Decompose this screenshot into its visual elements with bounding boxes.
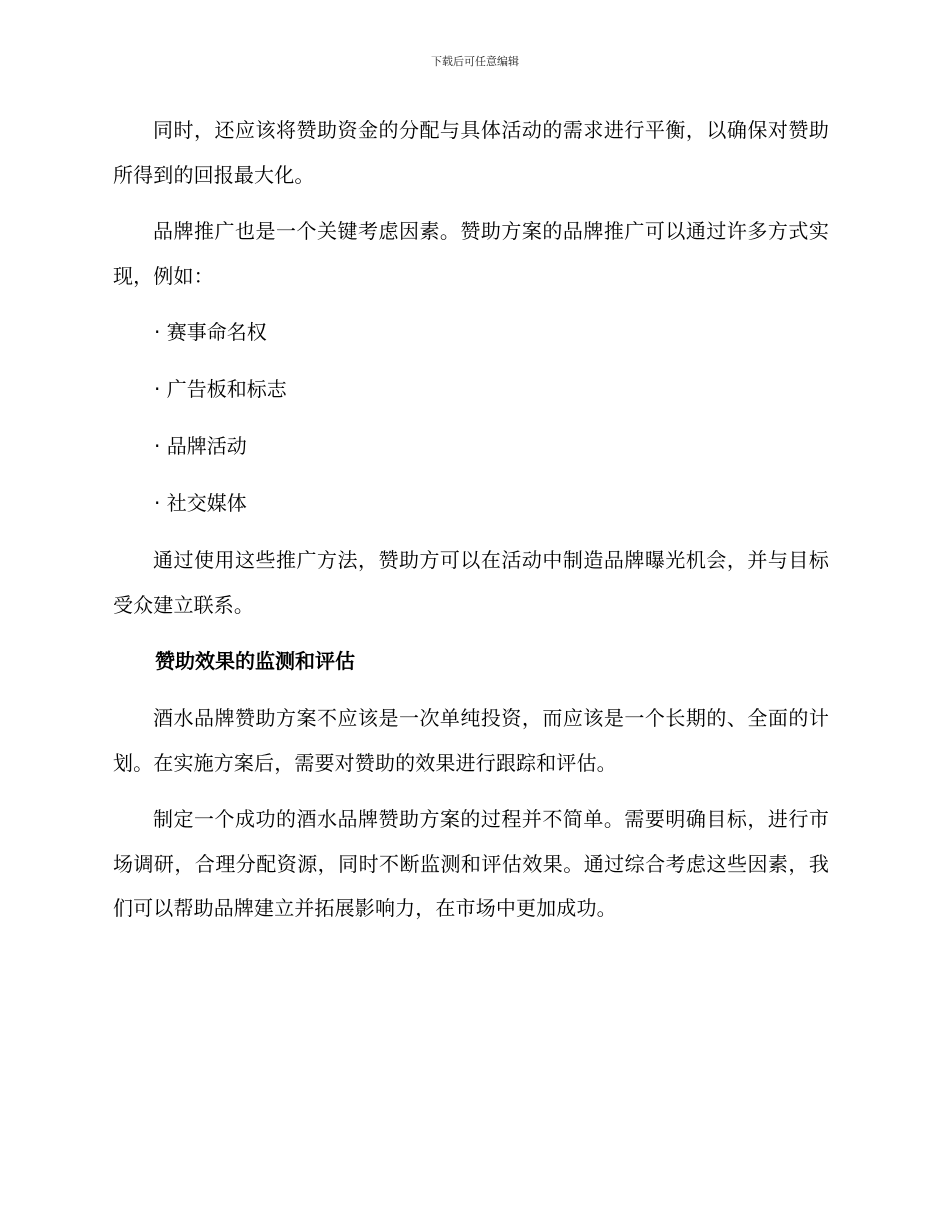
document-body [113, 108, 829, 931]
list-item: · 广告板和标志 [154, 377, 287, 401]
list-item: · 品牌活动 [154, 434, 247, 458]
paragraph-conclusion: 制定一个成功的酒水品牌赞助方案的过程并不简单。需要明确目标，进行市场调研，合理分配资源，同时不断监测和评估效果。通过综合考虑这些因素，我们可以帮助品牌建立并拓展影响力，在市场中更加成功。 [113, 807, 829, 920]
list-item: · 赛事命名权 [154, 320, 267, 344]
paragraph-promotion-methods: 通过使用这些推广方法，赞助方可以在活动中制造品牌曝光机会，并与目标受众建立联系。 [113, 548, 829, 617]
paragraph-long-term-plan: 酒水品牌赞助方案不应该是一次单纯投资，而应该是一个长期的、全面的计划。在实施方案后，需要对赞助的效果进行跟踪和评估。 [113, 706, 829, 775]
list-item: · 社交媒体 [154, 491, 247, 515]
paragraph-funding-balance: 同时，还应该将赞助资金的分配与具体活动的需求进行平衡，以确保对赞助所得到的回报最大化。 [113, 118, 829, 187]
page-header: 下载后可任意编辑 [431, 55, 519, 68]
section-heading: 赞助效果的监测和评估 [155, 649, 355, 673]
paragraph-brand-promotion: 品牌推广也是一个关键考虑因素。赞助方案的品牌推广可以通过许多方式实现，例如： [113, 219, 829, 288]
